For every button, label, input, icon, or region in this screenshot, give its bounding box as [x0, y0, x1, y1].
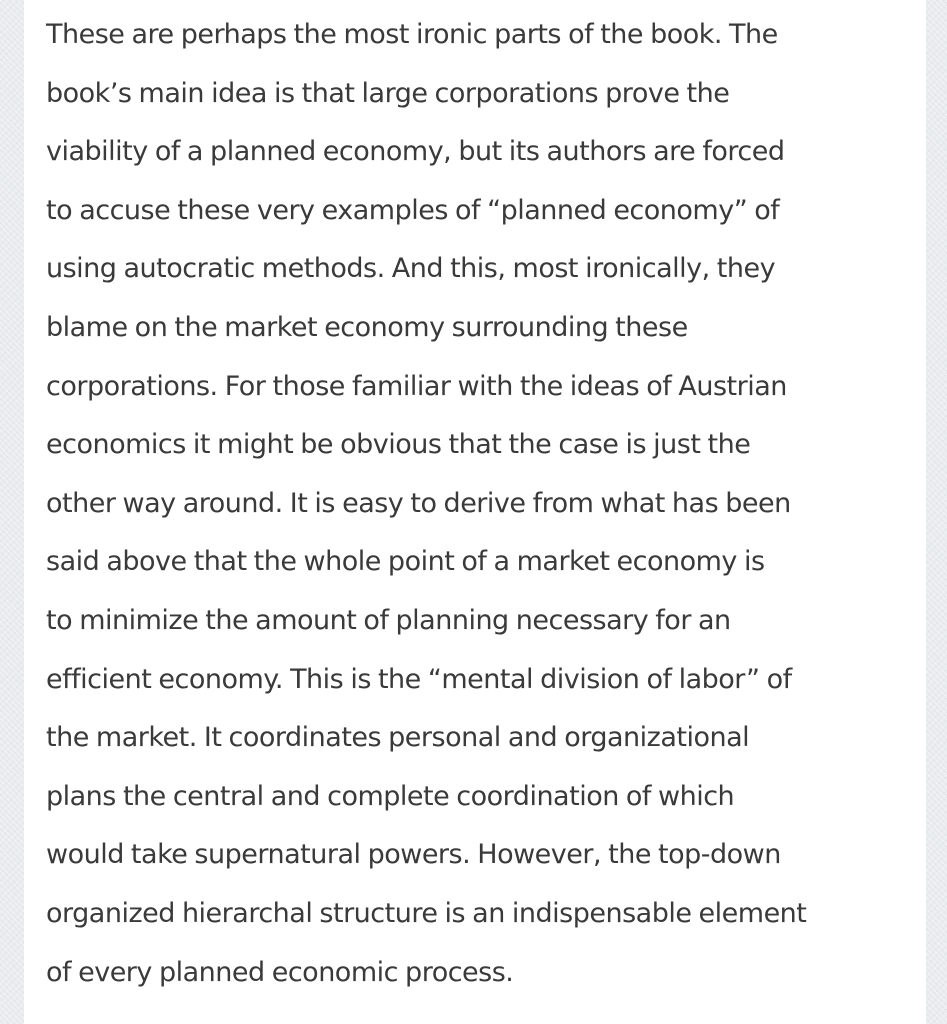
- paragraph-line: the market. It coordinates personal and organizational: [46, 722, 750, 754]
- paragraph-line: said above that the whole point of a market economy is: [46, 546, 765, 578]
- paragraph-line: of every planned economic process.: [46, 956, 514, 988]
- paragraph-line: corporations. For those familiar with the ideas of Austrian: [46, 370, 787, 402]
- paragraph-line: would take supernatural powers. However, the top-down: [46, 839, 781, 871]
- paragraph-line: plans the central and complete coordination of which: [46, 780, 735, 812]
- paragraph-line: using autocratic methods. And this, most ironically, they: [46, 253, 776, 285]
- paragraph-line: organized hierarchal structure is an indispensable element: [46, 897, 807, 929]
- paragraph-line: viability of a planned economy, but its authors are forced: [46, 136, 785, 168]
- paragraph-line: to accuse these very examples of “planned economy” of: [46, 194, 780, 226]
- body-paragraph: [46, 6, 926, 1002]
- paragraph-line: economics it might be obvious that the case is just the: [46, 429, 751, 461]
- paragraph-line: other way around. It is easy to derive from what has been: [46, 487, 791, 519]
- paragraph-line: efficient economy. This is the “mental division of labor” of: [46, 663, 792, 695]
- paragraph-line: book’s main idea is that large corporations prove the: [46, 77, 730, 109]
- paragraph-line: blame on the market economy surrounding these: [46, 311, 688, 343]
- paragraph-line: to minimize the amount of planning necessary for an: [46, 604, 731, 636]
- page-sheet: [24, 0, 926, 1024]
- paragraph-line: These are perhaps the most ironic parts of the book. The: [46, 19, 778, 50]
